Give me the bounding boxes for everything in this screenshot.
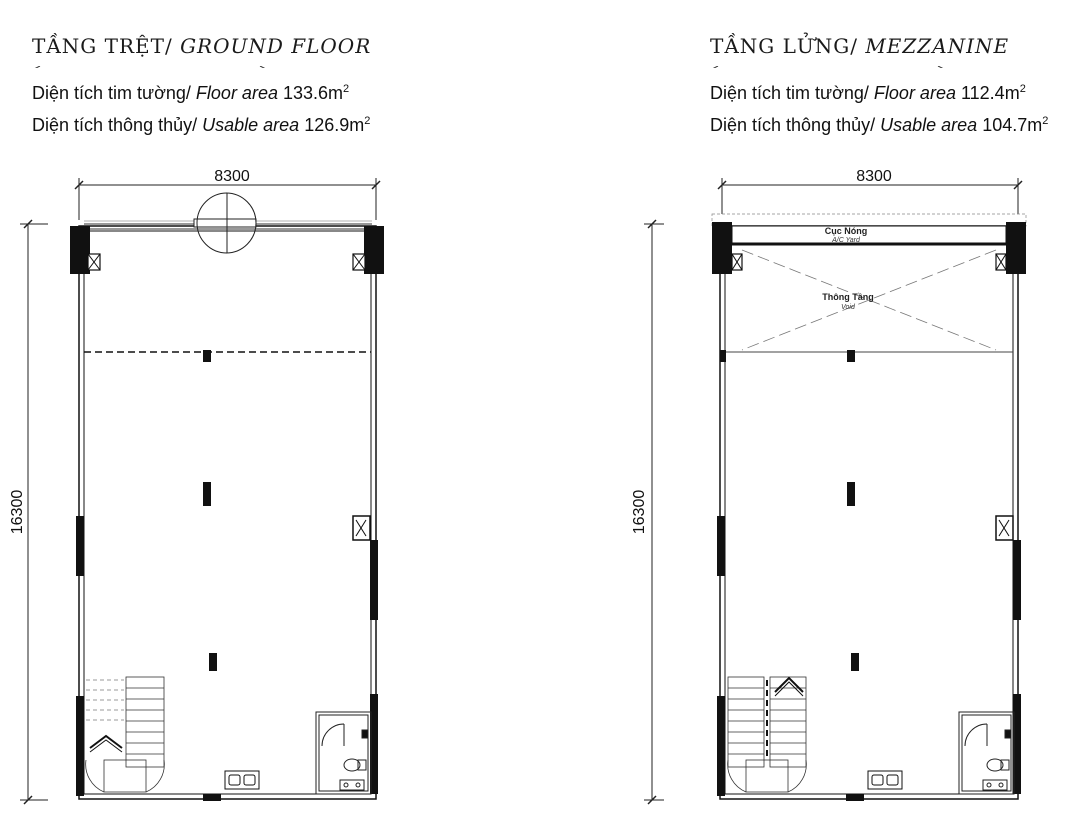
title-en: MEZZANINE [865, 34, 1010, 58]
column-front-left [712, 222, 732, 274]
duct-box-right [353, 254, 365, 270]
duct-box-left [732, 254, 742, 270]
depth-dimension-label: 16300 [631, 489, 648, 535]
left-wall-pier-bottom [76, 696, 84, 796]
floor-area-label-en: Floor area [873, 83, 956, 103]
mezzanine-plan [540, 0, 1080, 836]
floor-area-label-vi: Diện tích tim tường/ [710, 83, 869, 103]
width-dimension-label: 8300 [856, 168, 892, 185]
duct-box-side [353, 516, 370, 540]
usable-area-value: 126.9m [304, 115, 365, 135]
width-dimension-label: 8300 [214, 168, 250, 185]
ac-yard-sublabel: A/C Yard [832, 237, 860, 244]
floor-area-label-en: Floor area [195, 83, 278, 103]
floor-drain-sink [868, 771, 902, 789]
right-wall-pier-mid [370, 540, 378, 620]
staircase [728, 677, 807, 792]
ac-yard-label: Cục Nóng [824, 226, 868, 236]
interior-column-2 [203, 482, 211, 506]
column-front-right [364, 226, 384, 274]
back-opening [846, 794, 864, 801]
edge-column-left [720, 350, 726, 362]
depth-dimension [9, 220, 48, 804]
usable-area-label-vi: Diện tích thông thủy/ [710, 115, 876, 135]
duct-box-side [996, 516, 1013, 540]
exterior-walls [720, 226, 1018, 799]
floor-area-label-vi: Diện tích tim tường/ [32, 83, 191, 103]
left-wall-pier-mid [76, 516, 84, 576]
duct-box-right [996, 254, 1006, 270]
depth-dimension [631, 220, 664, 804]
entrance-double-door [194, 193, 256, 253]
back-door-opening [203, 794, 221, 801]
interior-column-3 [851, 653, 859, 671]
void-area [725, 250, 1013, 352]
ac-yard [712, 214, 1026, 244]
left-wall-pier-mid [717, 516, 725, 576]
usable-area-value: 104.7m [982, 115, 1043, 135]
title-en: GROUND FLOOR [180, 34, 372, 58]
usable-area-label-vi: Diện tích thông thủy/ [32, 115, 198, 135]
exterior-walls [79, 226, 376, 799]
usable-area-label-en: Usable area [202, 115, 300, 135]
floor-area-value: 112.4m [960, 83, 1020, 103]
restroom [959, 712, 1014, 794]
void-label: Thông Tầng [822, 292, 874, 302]
left-wall-pier-bottom [717, 696, 725, 796]
floor-area-unit-sup: 2 [1019, 83, 1026, 95]
duct-box-left [88, 254, 100, 270]
usable-area-label-en: Usable area [880, 115, 978, 135]
interior-column-3 [209, 653, 217, 671]
title-vi: TẦNG TRỆT/ [32, 34, 173, 58]
usable-area-unit-sup: 2 [1042, 115, 1049, 127]
column-front-right [1006, 222, 1026, 274]
restroom [316, 712, 371, 794]
usable-area-unit-sup: 2 [364, 115, 371, 127]
title-vi: TẦNG LỬNG/ [710, 34, 858, 58]
void-sublabel: Void [841, 304, 855, 311]
staircase [86, 677, 165, 792]
floor-drain-sink [225, 771, 259, 789]
depth-dimension-label: 16300 [9, 489, 26, 535]
mezzanine-panel [540, 0, 1080, 836]
floor-area-unit-sup: 2 [343, 83, 350, 95]
interior-column-2 [847, 482, 855, 506]
interior-column-1 [203, 350, 211, 362]
floor-area-value: 133.6m [282, 83, 344, 103]
interior-column-1 [847, 350, 855, 362]
right-wall-pier-mid [1013, 540, 1021, 620]
column-front-left [70, 226, 90, 274]
width-dimension [718, 168, 1022, 214]
